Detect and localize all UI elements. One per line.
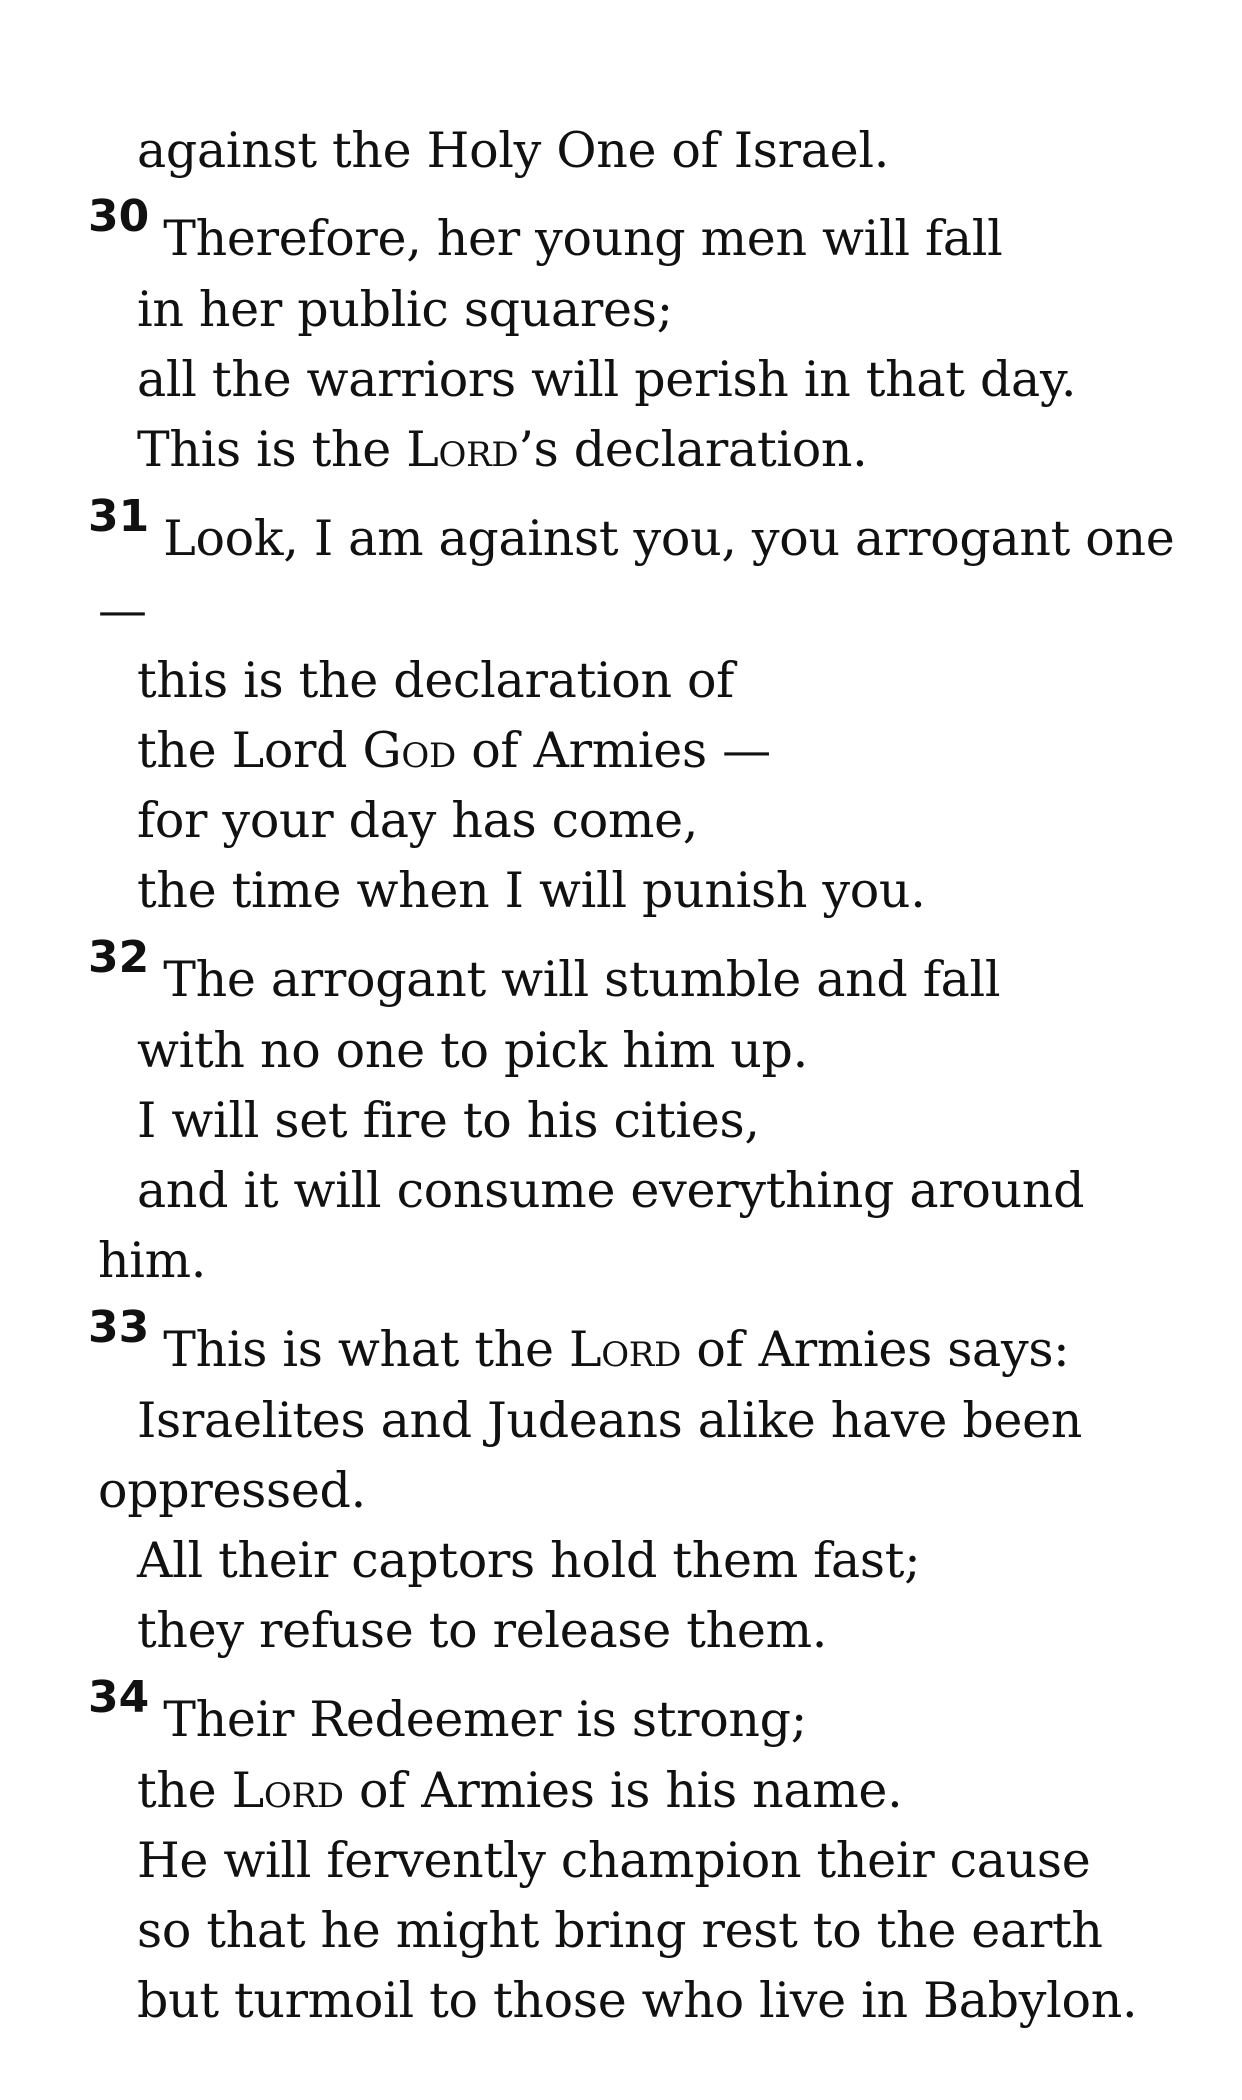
verse-29-end-line: against the Holy One of Israel. (137, 122, 890, 179)
verse-31-line-3-post: of Armies — (455, 722, 771, 779)
verse-33-line-1-post: of Armies says: (681, 1321, 1070, 1378)
verse-number-32: 32 (88, 932, 150, 983)
verse-30-line-4-post: ’s declaration. (518, 421, 868, 478)
verse-33-line-3: All their captors hold them fast; (137, 1532, 921, 1589)
verse-32-line-2: with no one to pick him up. (137, 1022, 808, 1079)
verse-number-34: 34 (88, 1672, 150, 1723)
verse-31-line-5: the time when I will punish you. (137, 862, 926, 919)
verse-34-line-1 (88, 1672, 807, 1752)
verse-31-line-3-pre: the Lord (137, 722, 363, 779)
verse-30-line-3: all the warriors will perish in that day. (137, 351, 1077, 408)
verse-31-line-2: this is the declaration of (137, 652, 735, 709)
verse-number-30: 30 (88, 191, 150, 242)
verse-34-line-3: He will fervently champion their cause (137, 1832, 1091, 1889)
verse-number-33: 33 (88, 1302, 150, 1353)
verse-33-line-2: Israelites and Judeans alike have been (137, 1392, 1083, 1449)
verse-30-line-2: in her public squares; (137, 281, 673, 338)
verse-32-line-3: I will set fire to his cities, (137, 1092, 760, 1149)
verse-34-line-2-post: of Armies is his name. (343, 1762, 903, 1819)
verse-31-line-1 (88, 491, 1175, 571)
verse-32-line-1 (88, 932, 1001, 1012)
verse-34-line-5: but turmoil to those who live in Babylon. (137, 1972, 1138, 2029)
verse-34-line-2 (137, 1761, 902, 1821)
verse-30-line-4 (137, 420, 867, 480)
verse-30-text-1: Therefore, her young men will fall (163, 210, 1003, 267)
verse-32-text-1: The arrogant will stumble and fall (163, 951, 1001, 1008)
divine-name-lord: Lord (568, 1321, 682, 1378)
verse-number-31: 31 (88, 491, 150, 542)
verse-33-line-4: they refuse to release them. (137, 1602, 828, 1659)
divine-name-lord: Lord (406, 421, 519, 478)
verse-32-line-4-wrap: him. (98, 1232, 207, 1289)
verse-31-line-4: for your day has come, (137, 792, 699, 849)
verse-34-line-4: so that he might bring rest to the earth (137, 1902, 1103, 1959)
verse-33-line-1 (88, 1302, 1070, 1382)
verse-30-line-4-pre: This is the (137, 421, 407, 478)
verse-34-line-2-pre: the (137, 1762, 232, 1819)
verse-31-line-3 (137, 721, 771, 781)
verse-33-line-2-wrap: oppressed. (98, 1462, 366, 1519)
verse-34-text-1: Their Redeemer is strong; (163, 1691, 807, 1748)
verse-31-line-1-wrap: — (98, 582, 147, 639)
verse-32-line-4: and it will consume everything around (137, 1162, 1085, 1219)
divine-name-lord: Lord (231, 1762, 344, 1819)
verse-31-text-1: Look, I am against you, you arrogant one (163, 510, 1175, 567)
verse-30-line-1 (88, 191, 1003, 271)
verse-33-line-1-pre: This is what the (163, 1321, 569, 1378)
divine-name-god: God (362, 722, 456, 779)
